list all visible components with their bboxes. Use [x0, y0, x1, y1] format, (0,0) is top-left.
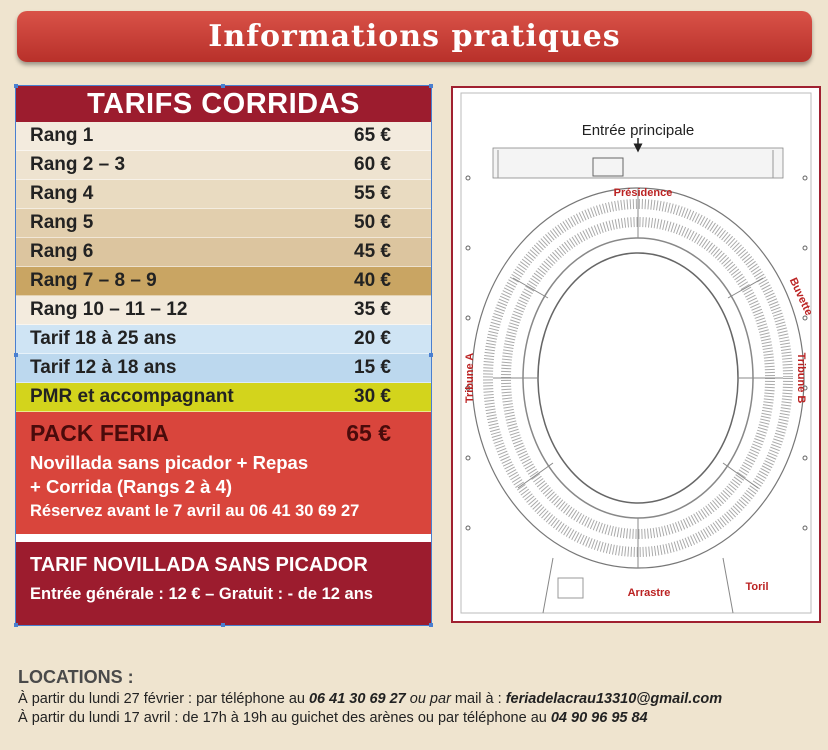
tarif-label: Rang 10 – 11 – 12	[30, 299, 188, 320]
tarif-label: PMR et accompagnant	[30, 386, 234, 407]
novillada-title: TARIF NOVILLADA SANS PICADOR	[30, 554, 368, 576]
tarif-price: 30 €	[354, 386, 391, 407]
tarif-label: Rang 2 – 3	[30, 154, 126, 175]
pack-title: PACK FERIA	[30, 420, 169, 446]
label-toril: Toril	[745, 581, 769, 593]
tarifs-panel	[16, 86, 431, 625]
tarif-row	[16, 151, 431, 180]
label-presidence: Présidence	[613, 187, 673, 199]
pack-reservation: Réservez avant le 7 avril au 06 41 30 69 27	[30, 502, 360, 520]
pack-feria	[16, 412, 431, 534]
tarif-label: Tarif 18 à 25 ans	[30, 328, 177, 349]
tarif-label: Rang 5	[30, 212, 94, 233]
selection-handle[interactable]	[221, 623, 225, 627]
novillada-desc: Entrée générale : 12 € – Gratuit : - de 12 ans	[30, 585, 373, 603]
tarif-row	[16, 383, 431, 412]
arena-map	[453, 88, 819, 621]
arena-plan	[451, 86, 821, 623]
selection-handle[interactable]	[221, 84, 225, 88]
tarif-label: Rang 7 – 8 – 9	[30, 270, 157, 291]
selection-handle[interactable]	[429, 623, 433, 627]
tarif-price: 45 €	[354, 241, 391, 262]
tarif-row	[16, 122, 431, 151]
selection-handle[interactable]	[429, 353, 433, 357]
selection-handle[interactable]	[14, 84, 18, 88]
pack-price: 65 €	[346, 420, 391, 446]
tarif-price: 15 €	[354, 357, 391, 378]
label-entree: Entrée principale	[581, 122, 695, 139]
locations-line-1	[18, 691, 818, 707]
tarif-row	[16, 180, 431, 209]
tarif-row	[16, 209, 431, 238]
phone-number[interactable]: 04 90 96 95 84	[550, 710, 648, 726]
tarif-row	[16, 325, 431, 354]
loc-text: À partir du lundi 27 février : par téléphone au	[18, 691, 309, 707]
locations-title: LOCATIONS :	[18, 667, 134, 687]
locations-section	[18, 667, 818, 726]
tarif-row	[16, 354, 431, 383]
loc-text: À partir du lundi 17 avril : de 17h à 19h au guichet des arènes ou par téléphone au	[18, 710, 551, 726]
loc-text: mail à :	[450, 691, 506, 707]
selection-handle[interactable]	[14, 353, 18, 357]
selection-handle[interactable]	[14, 623, 18, 627]
label-buvette: Buvette	[786, 275, 815, 318]
tarif-label: Rang 6	[30, 241, 94, 262]
page-title: Informations pratiques	[208, 19, 621, 54]
tarif-price: 35 €	[354, 299, 391, 320]
tarif-row	[16, 296, 431, 325]
label-arrastre: Arrastre	[627, 587, 671, 599]
page-banner	[17, 11, 812, 62]
pack-desc-line1: Novillada sans picador + Repas	[30, 452, 309, 473]
tarif-price: 40 €	[354, 270, 391, 291]
tarif-label: Rang 4	[30, 183, 94, 204]
tarif-price: 65 €	[354, 125, 391, 146]
tarif-price: 20 €	[354, 328, 391, 349]
loc-text: ou par	[405, 691, 451, 707]
phone-number[interactable]: 06 41 30 69 27	[308, 691, 406, 707]
tarifs-list	[16, 122, 431, 412]
tarif-label: Rang 1	[30, 125, 94, 146]
novillada-tarif	[16, 542, 431, 625]
tarif-price: 55 €	[354, 183, 391, 204]
tarifs-title: TARIFS CORRIDAS	[16, 86, 431, 122]
tarif-label: Tarif 12 à 18 ans	[30, 357, 177, 378]
label-tribune-a: Tribune A	[464, 352, 476, 404]
email-link[interactable]: feriadelacrau13310@gmail.com	[505, 691, 723, 707]
tarif-row	[16, 238, 431, 267]
tarif-row	[16, 267, 431, 296]
locations-line-2	[18, 710, 818, 726]
tarif-price: 50 €	[354, 212, 391, 233]
pack-desc-line2: + Corrida (Rangs 2 à 4)	[30, 476, 233, 497]
tarif-price: 60 €	[354, 154, 391, 175]
selection-handle[interactable]	[429, 84, 433, 88]
label-tribune-b: Tribune B	[795, 352, 807, 404]
